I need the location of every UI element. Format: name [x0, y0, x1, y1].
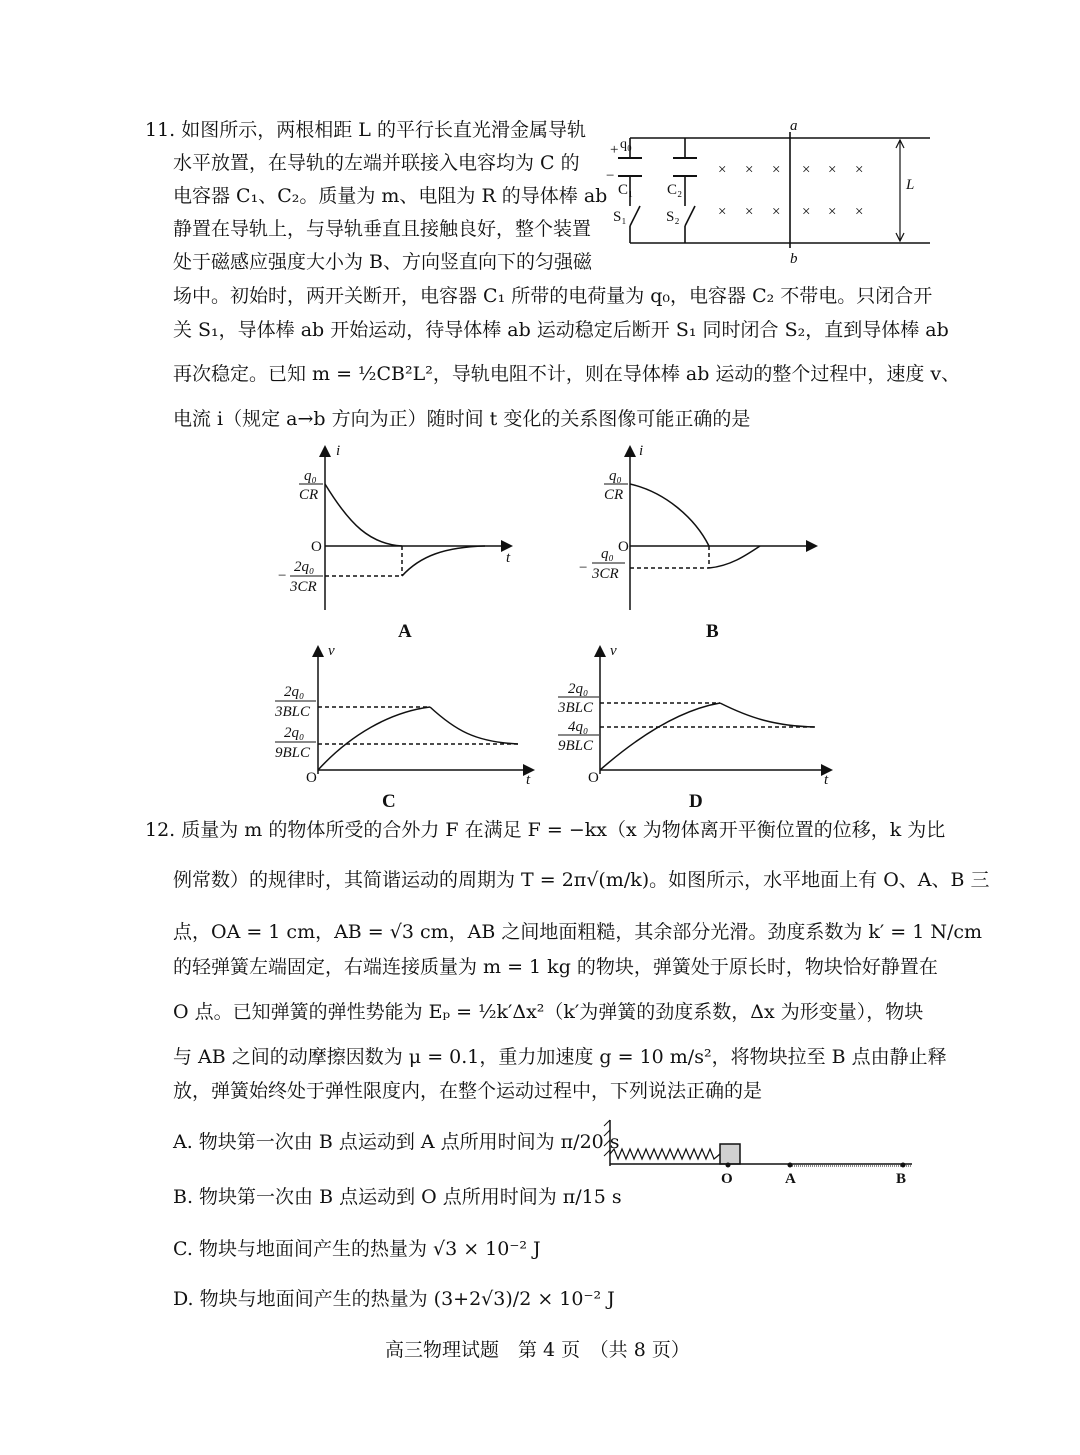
graph-A-reverse-curve: [402, 546, 485, 576]
spring-block-diagram: [600, 1110, 920, 1190]
graph-B-origin: O: [618, 539, 629, 555]
graph-D-x-label: t: [824, 772, 829, 788]
graph-A-bot-num: 2q₀: [294, 559, 315, 575]
q11-line-8: 再次稳定。已知 m = ½CB²L²，导轨电阻不计，则在导体棒 ab 运动的整个过程中，速度 v、: [173, 363, 961, 385]
rail-spacing-L: L: [906, 177, 915, 193]
page-footer: 高三物理试题 第 4 页 （共 8 页）: [385, 1339, 690, 1361]
field-cross: ×: [745, 204, 754, 220]
q11-line-2: 水平放置，在导轨的左端并联接入电容均为 C 的: [173, 152, 580, 174]
graph-A: [270, 440, 530, 615]
spring: [610, 1149, 720, 1159]
graph-C-option-label: C: [382, 791, 396, 812]
q12-option-B: B. 物块第一次由 B 点运动到 O 点所用时间为 π/15 s: [173, 1186, 622, 1208]
c1-label: C₁: [618, 182, 634, 198]
graph-C-fall-curve: [430, 707, 518, 744]
q12-line-3: 点，OA = 1 cm，AB = √3 cm，AB 之间地面粗糙，其余部分光滑。劲度系数为 k′ = 1 N/cm: [173, 921, 983, 943]
graph-C-origin: O: [306, 770, 317, 786]
graph-B-bot-den: 3CR: [592, 566, 619, 582]
q12-line-2: 例常数）的规律时，其简谐运动的周期为 T = 2π√(m/k)。如图所示，水平地面上有 O、A、B 三: [173, 869, 990, 891]
graph-C-top-num: 2q₀: [284, 684, 305, 700]
q12-option-C: C. 物块与地面间产生的热量为 √3 × 10⁻² J: [173, 1238, 541, 1260]
graph-C-y-label: v: [328, 643, 335, 659]
graph-A-bot-den: 3CR: [290, 579, 317, 595]
graph-A-y-label: i: [336, 443, 341, 459]
graph-A-bot-sign: −: [278, 568, 287, 584]
graph-A-x-label: t: [506, 550, 511, 566]
graph-D-option-label: D: [689, 791, 703, 812]
field-cross: ×: [745, 162, 754, 178]
graph-B-reverse-curve: [709, 546, 760, 568]
graph-D-y-label: v: [610, 643, 617, 659]
field-cross: ×: [828, 162, 837, 178]
graph-D-origin: O: [588, 770, 599, 786]
q12-line-4: 的轻弹簧左端固定，右端连接质量为 m = 1 kg 的物块，弹簧处于原长时，物块恰好静置在: [173, 956, 938, 978]
graph-D-top-num: 2q₀: [568, 681, 589, 697]
c2-label: C₂: [667, 182, 683, 198]
q11-line-9: 电流 i（规定 a→b 方向为正）随时间 t 变化的关系图像可能正确的是: [173, 408, 751, 430]
circuit-diagram: [600, 118, 930, 268]
graph-A-option-label: A: [398, 621, 412, 642]
q12-option-D: D. 物块与地面间产生的热量为 (3+2√3)/2 × 10⁻² J: [173, 1288, 615, 1310]
q0-label: q₀: [620, 137, 632, 152]
graph-B-option-label: B: [706, 621, 719, 642]
q11-line-5: 处于磁感应强度大小为 B、方向竖直向下的匀强磁: [173, 251, 593, 273]
graph-B-y-label: i: [639, 443, 644, 459]
field-cross: ×: [718, 162, 727, 178]
graph-A-top-num: q₀: [304, 468, 317, 484]
q11-line-6: 场中。初始时，两开关断开，电容器 C₁ 所带的电荷量为 q₀，电容器 C₂ 不带电。只闭合开: [173, 285, 933, 307]
rod-end-a: a: [790, 118, 798, 134]
s2-label: S₂: [666, 209, 680, 225]
field-cross: ×: [802, 204, 811, 220]
graph-B-bot-num: q₀: [601, 546, 614, 562]
graph-B-top-den: CR: [604, 487, 624, 503]
field-cross: ×: [772, 204, 781, 220]
point-A: A: [785, 1171, 796, 1187]
plus-sign: +: [610, 142, 619, 158]
field-cross: ×: [855, 162, 864, 178]
graph-B-bot-sign: −: [579, 560, 588, 576]
graph-A-origin: O: [311, 539, 322, 555]
field-cross: ×: [855, 204, 864, 220]
block: [720, 1144, 740, 1164]
graph-C-low-num: 2q₀: [284, 725, 305, 741]
graph-C: [270, 640, 540, 790]
graph-D: [550, 640, 840, 790]
point-O: O: [721, 1171, 733, 1187]
q11-line-3: 电容器 C₁、C₂。质量为 m、电阻为 R 的导体棒 ab: [173, 185, 608, 207]
rod-end-b: b: [790, 251, 798, 267]
s1-label: S₁: [613, 209, 627, 225]
q12-line-6: 与 AB 之间的动摩擦因数为 μ = 0.1，重力加速度 g = 10 m/s²，将物块拉至 B 点由静止释: [173, 1046, 947, 1068]
graph-C-rise-curve: [318, 707, 430, 770]
graph-B: [575, 440, 835, 615]
q12-line-5: O 点。已知弹簧的弹性势能为 Eₚ = ½k′Δx²（k′为弹簧的劲度系数，Δx 为形变量），物块: [173, 1001, 924, 1023]
graph-C-x-label: t: [526, 772, 531, 788]
graph-B-top-num: q₀: [609, 468, 622, 484]
graph-B-decay-curve: [630, 484, 709, 546]
q12-option-A: A. 物块第一次由 B 点运动到 A 点所用时间为 π/20 s: [173, 1131, 620, 1153]
graph-A-decay-curve: [325, 484, 402, 546]
graph-D-fall-curve: [720, 703, 815, 727]
q11-line-4: 静置在导轨上，与导轨垂直且接触良好，整个装置: [173, 218, 592, 240]
field-cross: ×: [772, 162, 781, 178]
minus-sign: −: [606, 168, 615, 184]
graph-D-low-den: 9BLC: [558, 738, 594, 754]
graph-D-rise-curve: [600, 703, 720, 770]
field-cross: ×: [828, 204, 837, 220]
q11-line-1: 11. 如图所示，两根相距 L 的平行长直光滑金属导轨: [145, 119, 586, 141]
graph-A-top-den: CR: [299, 487, 319, 503]
graph-C-low-den: 9BLC: [275, 745, 311, 761]
graph-C-top-den: 3BLC: [275, 704, 311, 720]
field-cross: ×: [802, 162, 811, 178]
field-cross: ×: [718, 204, 727, 220]
graph-D-low-num: 4q₀: [568, 719, 589, 735]
point-B: B: [896, 1171, 907, 1187]
graph-D-top-den: 3BLC: [558, 700, 594, 716]
q11-line-7: 关 S₁，导体棒 ab 开始运动，待导体棒 ab 运动稳定后断开 S₁ 同时闭合 S₂，直到导体棒 ab: [173, 319, 949, 341]
q12-line-1: 12. 质量为 m 的物体所受的合外力 F 在满足 F = −kx（x 为物体离开平衡位置的位移，k 为比: [145, 819, 946, 841]
q12-line-7: 放，弹簧始终处于弹性限度内，在整个运动过程中，下列说法正确的是: [173, 1080, 763, 1102]
